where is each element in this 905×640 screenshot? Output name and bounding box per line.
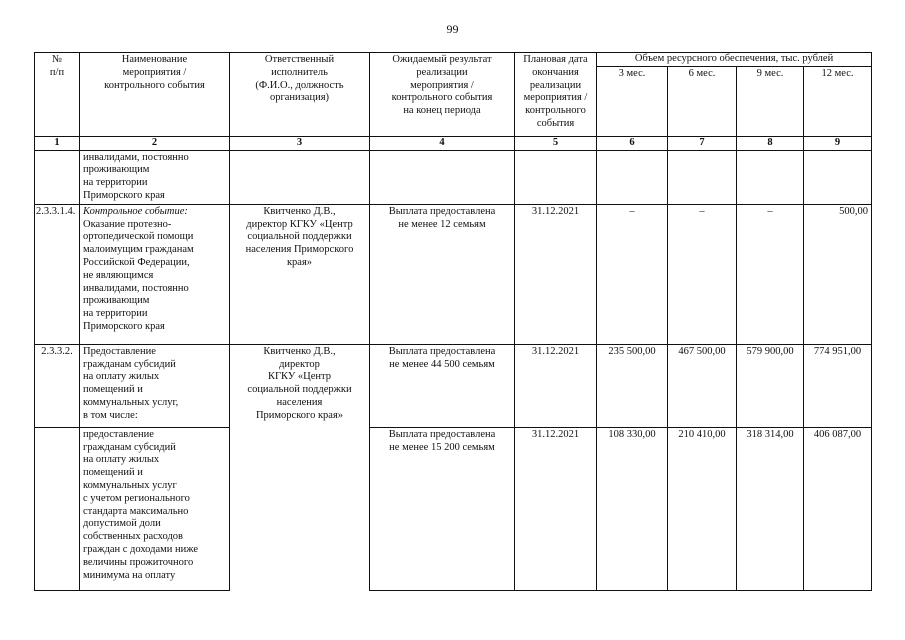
colnum-8: 8 bbox=[737, 136, 804, 150]
header-executor: Ответственный исполнитель (Ф.И.О., должность организация) bbox=[230, 53, 370, 137]
page-number: 99 bbox=[446, 22, 459, 36]
colnum-1: 1 bbox=[35, 136, 80, 150]
colnum-3: 3 bbox=[230, 136, 370, 150]
header-row-1 bbox=[35, 53, 872, 67]
colnum-4: 4 bbox=[370, 136, 515, 150]
row-3m: 235 500,00 bbox=[597, 344, 668, 427]
row-name: предоставление гражданам субсидий на оплату жилых помещений и коммунальных услуг с учетом регионального стандарта максимально допустимой доли собственных расходов граждан с доходами ниже величины прожиточного минимума на оплату bbox=[80, 427, 230, 590]
table-row-2-3-3-2 bbox=[35, 344, 872, 427]
header-6m: 6 мес. bbox=[668, 66, 737, 136]
row-6m: – bbox=[668, 204, 737, 344]
row-6m: 467 500,00 bbox=[668, 344, 737, 427]
row-12m: 500,00 bbox=[804, 204, 872, 344]
header-9m: 9 мес. bbox=[737, 66, 804, 136]
header-name: Наименование мероприятия / контрольного события bbox=[80, 53, 230, 137]
row-num: 2.3.3.1.4. bbox=[35, 204, 80, 344]
row-executor: Квитченко Д.В., директор КГКУ «Центр социальной поддержки населения Приморского края» bbox=[230, 344, 370, 590]
row-executor: Квитченко Д.В., директор КГКУ «Центр социальной поддержки населения Приморского края» bbox=[230, 204, 370, 344]
continuation-name: инвалидами, постоянно проживающим на территории Приморского края bbox=[80, 150, 230, 204]
row-result: Выплата предоставлена не менее 12 семьям bbox=[370, 204, 515, 344]
row-result: Выплата предоставлена не менее 15 200 семьям bbox=[370, 427, 515, 590]
colnum-5: 5 bbox=[515, 136, 597, 150]
row-date: 31.12.2021 bbox=[515, 344, 597, 427]
row-12m: 774 951,00 bbox=[804, 344, 872, 427]
row-name: Контрольное событие: Оказание протезно- ортопедической помощи малоимущим гражданам Российской Федерации, не являющимся инвалидами, постоянно проживающим на территории Приморского края bbox=[80, 204, 230, 344]
header-result: Ожидаемый результат реализации мероприятия / контрольного события на конец периода bbox=[370, 53, 515, 137]
table-row-continuation bbox=[35, 150, 872, 204]
header-date: Плановая дата окончания реализации мероприятия / контрольного события bbox=[515, 53, 597, 137]
row-num: 2.3.3.2. bbox=[35, 344, 80, 427]
column-number-row bbox=[35, 136, 872, 150]
colnum-9: 9 bbox=[804, 136, 872, 150]
row-12m: 406 087,00 bbox=[804, 427, 872, 590]
row-name: Предоставление гражданам субсидий на оплату жилых помещений и коммунальных услуг, в том числе: bbox=[80, 344, 230, 427]
row-9m: 318 314,00 bbox=[737, 427, 804, 590]
row-6m: 210 410,00 bbox=[668, 427, 737, 590]
table-row-2-3-3-1-4 bbox=[35, 204, 872, 344]
control-event-label: Контрольное событие: bbox=[83, 205, 188, 217]
row-3m: 108 330,00 bbox=[597, 427, 668, 590]
header-3m: 3 мес. bbox=[597, 66, 668, 136]
resource-table bbox=[34, 52, 872, 591]
row-date: 31.12.2021 bbox=[515, 427, 597, 590]
header-resources: Объем ресурсного обеспечения, тыс. рублей bbox=[597, 53, 872, 67]
row-9m: – bbox=[737, 204, 804, 344]
header-num: № п/п bbox=[35, 53, 80, 137]
row-result: Выплата предоставлена не менее 44 500 семьям bbox=[370, 344, 515, 427]
table-row-2-3-3-2-sub bbox=[35, 427, 872, 590]
colnum-2: 2 bbox=[80, 136, 230, 150]
colnum-6: 6 bbox=[597, 136, 668, 150]
colnum-7: 7 bbox=[668, 136, 737, 150]
row-date: 31.12.2021 bbox=[515, 204, 597, 344]
header-12m: 12 мес. bbox=[804, 66, 872, 136]
row-9m: 579 900,00 bbox=[737, 344, 804, 427]
row-3m: – bbox=[597, 204, 668, 344]
